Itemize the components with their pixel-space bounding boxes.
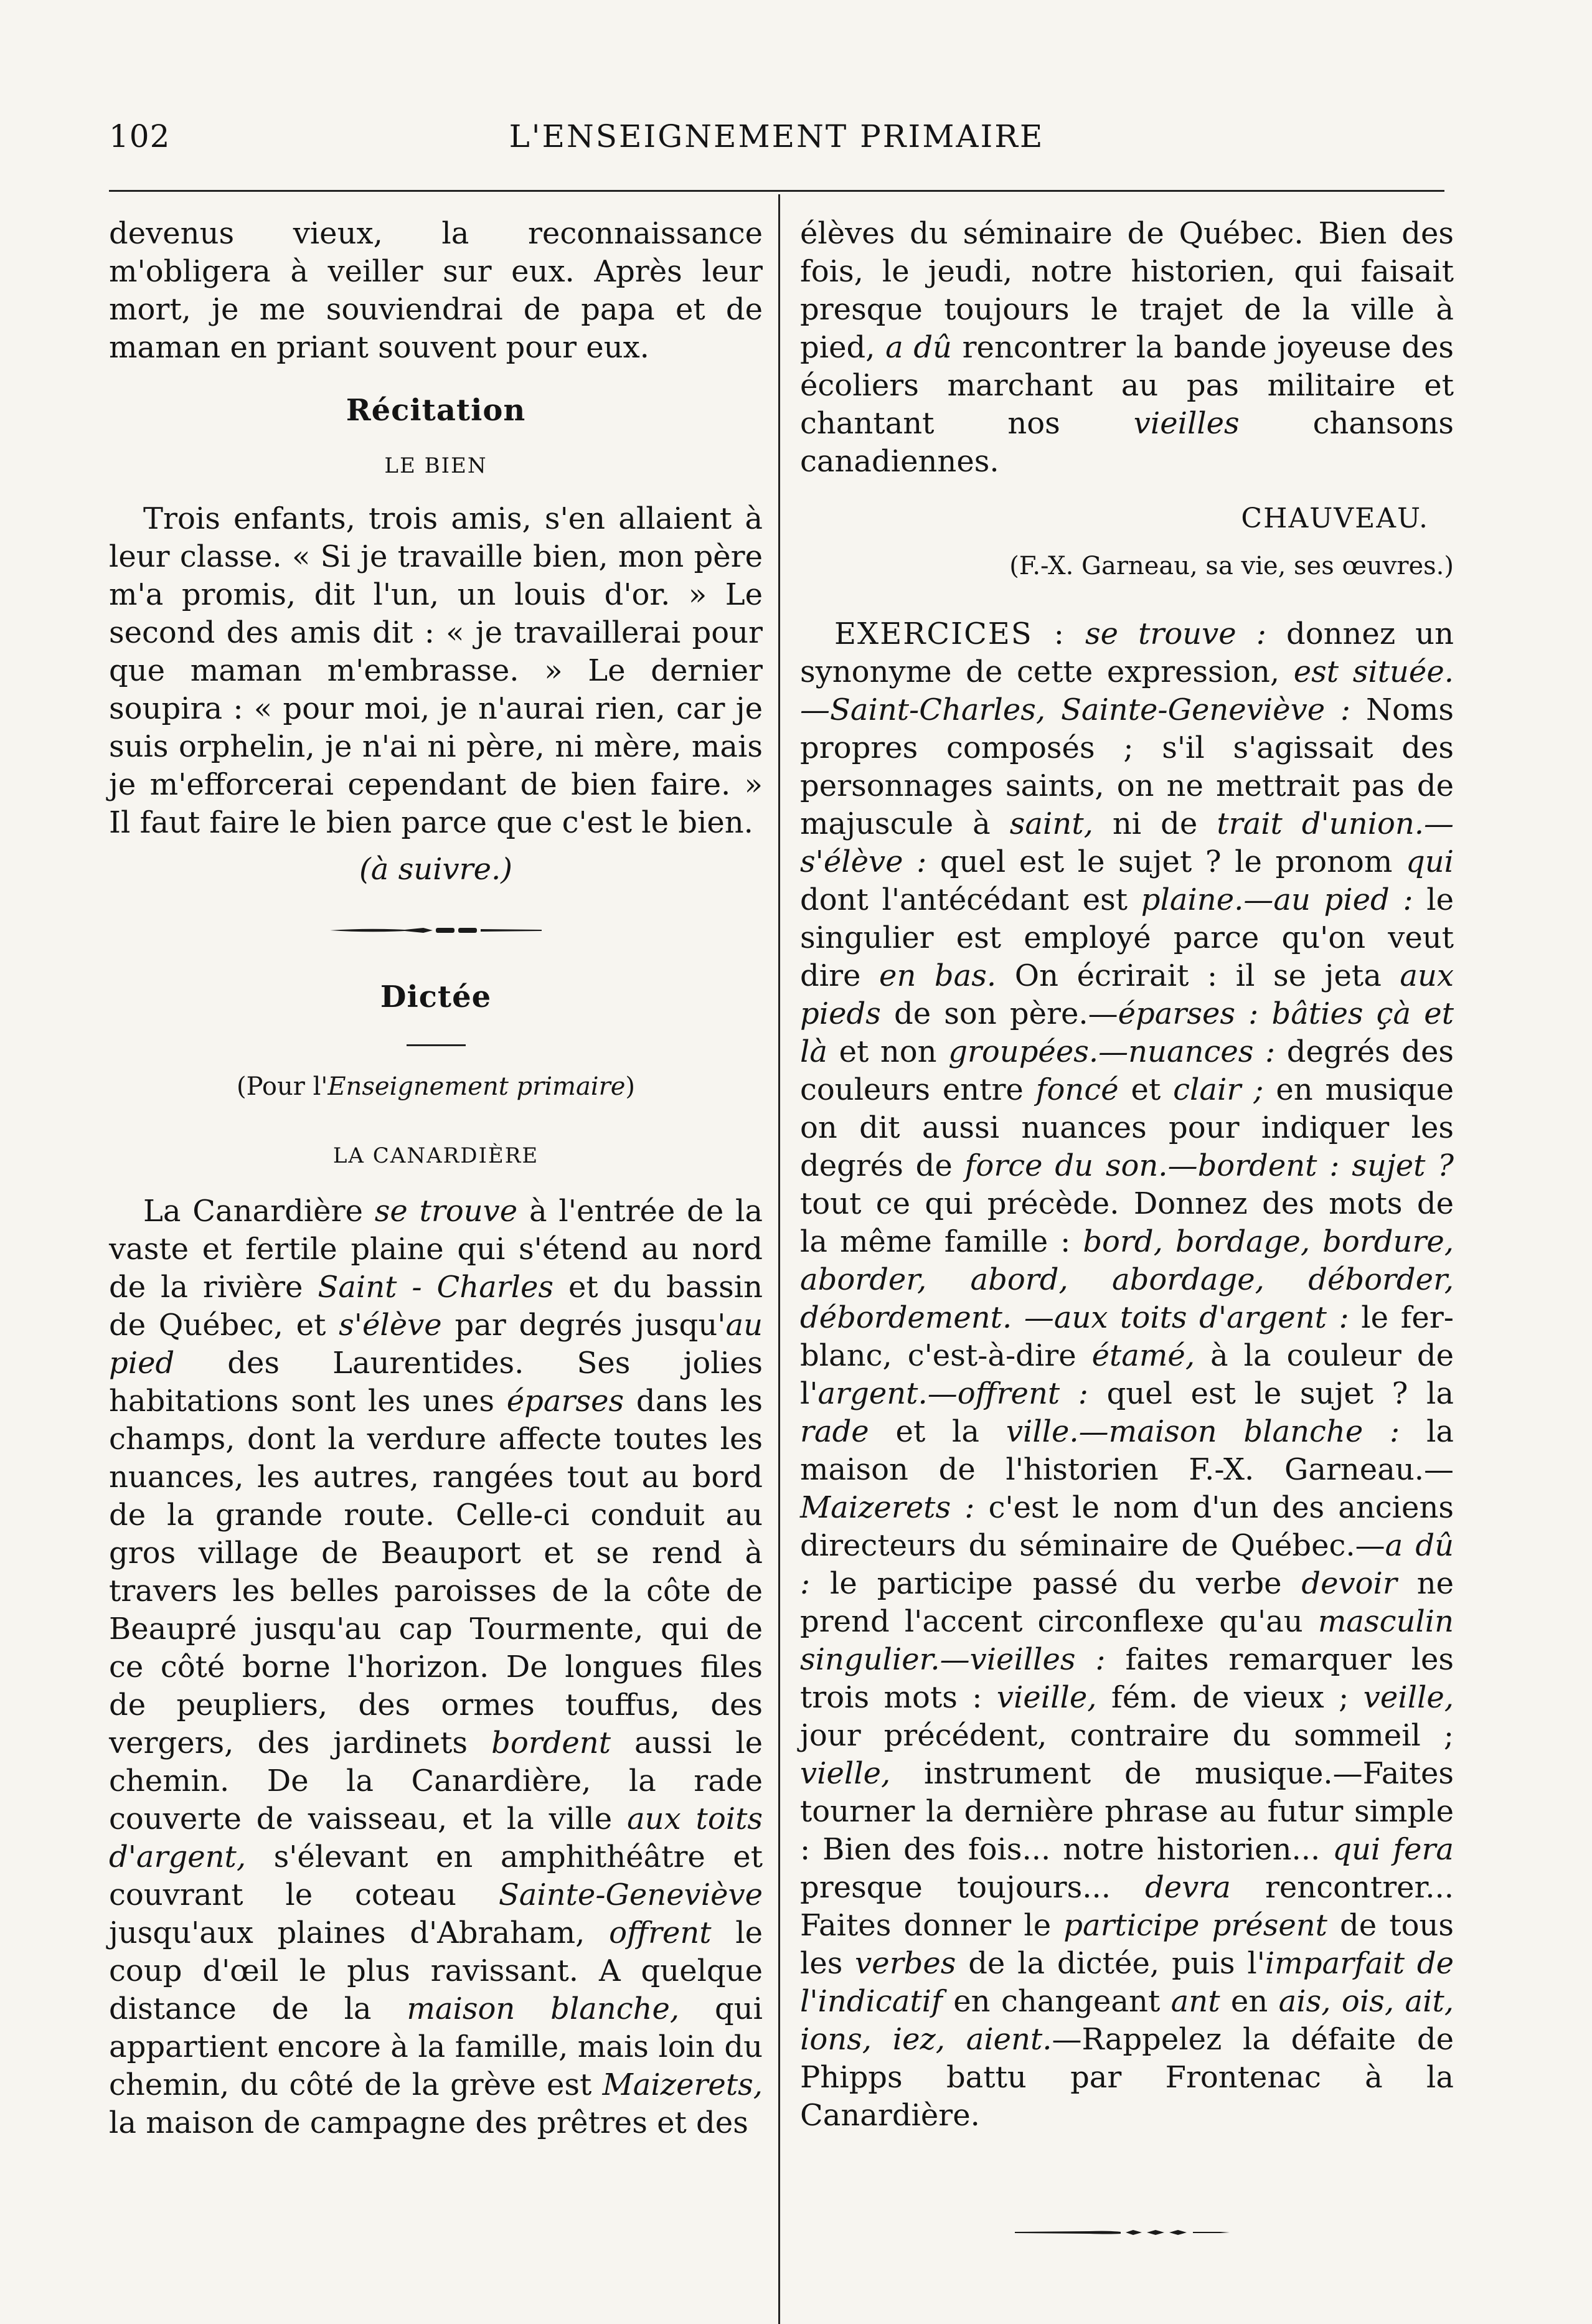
column-divider [778,194,780,2324]
recitation-title: LE BIEN [384,453,487,478]
citation-source: (F.-X. Garneau, sa vie, ses œuvres.) [1009,552,1454,580]
ornamental-divider [330,926,542,935]
dictee-title: LA CANARDIÈRE [332,1143,539,1168]
opening-paragraph: devenus vieux, la reconnaissance m'obligera à veiller sur eux. Après leur mort, je me souviendrai de papa et de maman en priant souvent pour eux. [109,216,763,365]
dictee-text: La Canardière se trouve à l'entrée de la vaste et fertile plaine qui s'étend au nord de la rivière Saint - Charles et du bassin de Québec, et s'élève par degrés jusqu'au pied des Laurentides. Ses jolies habitations sont les unes éparses dans les champs, dont la verdure affecte toutes les nuances, les autres, rangées tout au bord de la grande route. Celle-ci conduit au gros village de Beauport et se rend à travers les belles paroisses de la côte de Beaupré jusqu'au cap Tourmente, qui de ce côté borne l'horizon. De longues files de peupliers, des ormes touffus, des vergers, des jardinets bordent aussi le chemin. De la Canardière, la rade couverte de vaisseau, et la ville aux toits d'argent, s'élevant en amphithéâtre et couvrant le coteau Sainte-Geneviève jusqu'aux plaines d'Abraham, offrent le coup d'œil le plus ravissant. A quelque distance de la maison blanche, qui appartient encore à la famille, mais loin du chemin, du côté de la grève est Maizerets, la maison de campagne des prêtres et des [109,1194,763,2140]
dictee-source: (Pour l'Enseignement primaire) [236,1072,635,1101]
header-rule [109,190,1444,192]
ornamental-divider-end [1015,2228,1239,2237]
author-signature: CHAUVEAU. [1241,503,1429,534]
left-column [109,215,763,2142]
journal-title: L'ENSEIGNEMENT PRIMAIRE [509,118,1045,154]
right-column [800,215,1454,2237]
running-head [109,118,1444,174]
continuation-paragraph: élèves du séminaire de Québec. Bien des fois, le jeudi, notre historien, qui faisait presque toujours le trajet de la ville à pied, a dû rencontrer la bande joyeuse des écoliers marchant au pas militaire et chantant nos vieilles chansons canadiennes. [800,216,1454,479]
page-number: 102 [109,118,171,154]
recitation-text: Trois enfants, trois amis, s'en allaient à leur classe. « Si je travaille bien, mon père m'a promis, dit l'un, un louis d'or. » Le second des amis dit : « je travaillerai pour que maman m'embrasse. » Le dernier soupira : « pour moi, je n'aurai rien, car je suis orphelin, je n'ai ni père, ni mère, mais je m'efforcerai cependant de bien faire. » Il faut faire le bien parce que c'est le bien. [109,501,763,840]
to-be-continued: (à suivre.) [359,852,512,887]
recitation-heading: Récitation [346,393,526,428]
exercises-paragraph: EXERCICES : se trouve : donnez un synonyme de cette expression, est située.—Saint-Charles, Sainte-Geneviève : Noms propres composés ; s'il s'agissait des personnages saints, on ne mettrait pas de majuscule à saint, ni de trait d'union.—s'élève : quel est le sujet ? le pronom qui dont l'antécédant est plaine.—au pied : le singulier est employé parce qu'on veut dire en bas. On écrirait : il se jeta aux pieds de son père.—éparses : bâties çà et là et non groupées.—nuances : degrés des couleurs entre foncé et clair ; en musique on dit aussi nuances pour indiquer les degrés de force du son.—bordent : sujet ? tout ce qui précède. Donnez des mots de la même famille : bord, bordage, bordure, aborder, abord, abordage, déborder, débordement. —aux toits d'argent : le fer-blanc, c'est-à-dire étamé, à la couleur de l'argent.—offrent : quel est le sujet ? la rade et la ville.—maison blanche : la maison de l'historien F.-X. Garneau.—Maizerets : c'est le nom d'un des anciens directeurs du séminaire de Québec.—a dû : le participe passé du verbe devoir ne prend l'accent circonflexe qu'au masculin singulier.—vieilles : faites remarquer les trois mots : vieille, fém. de vieux ; veille, jour précédent, contraire du sommeil ; vielle, instrument de musique.—Faites tourner la dernière phrase au futur simple : Bien des fois... notre historien... qui fera presque toujours... devra rencontrer... Faites donner le participe présent de tous les verbes de la dictée, puis l'imparfait de l'indicatif en changeant ant en ais, ois, ait, ions, iez, aient.—Rappelez la défaite de Phipps battu par Frontenac à la Canardière. [800,616,1454,2133]
dictee-heading: Dictée [380,980,492,1014]
